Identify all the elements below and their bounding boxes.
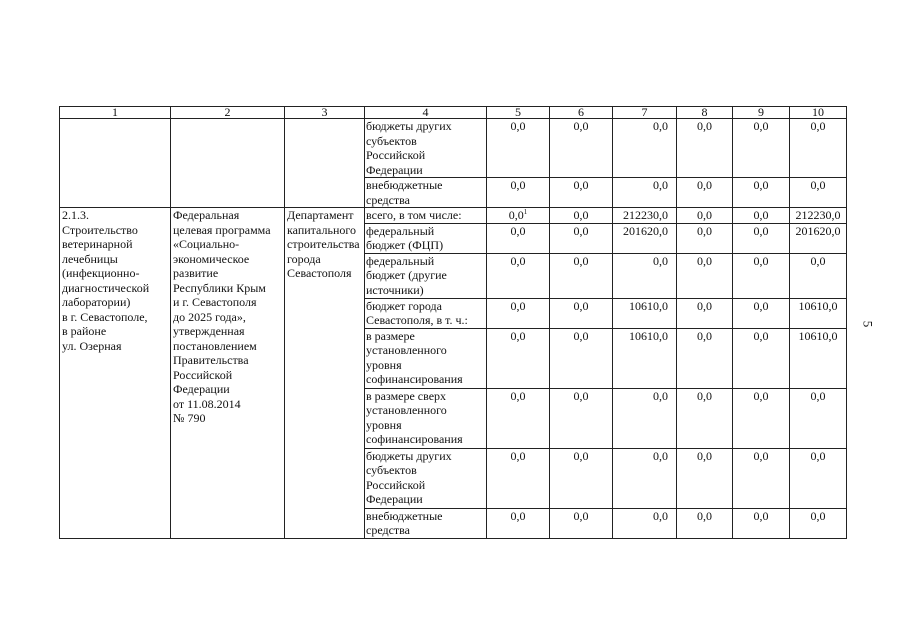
footnote-mark: 1 xyxy=(523,208,528,216)
header-cell: 4 xyxy=(365,107,487,119)
value-cell: 0,0 xyxy=(550,208,613,224)
value-cell: 212230,0 xyxy=(790,208,847,224)
value-cell: 0,0 xyxy=(677,328,733,388)
value-cell: 10610,0 xyxy=(613,298,677,328)
value-cell: 0,0 xyxy=(677,253,733,298)
empty-cell xyxy=(171,119,285,208)
value-cell: 10610,0 xyxy=(790,328,847,388)
value-cell: 0,0 xyxy=(613,388,677,448)
value-cell: 0,0 xyxy=(677,208,733,224)
value-cell: 0,0 xyxy=(613,448,677,508)
value-cell: 0,0 xyxy=(677,448,733,508)
value-cell: 0,0 xyxy=(487,178,550,208)
item-executor: Департамент капитального строительства города Севастополя xyxy=(285,208,365,539)
funding-source: бюджеты других субъектов Российской Федерации xyxy=(365,448,487,508)
value-cell: 0,0 xyxy=(550,298,613,328)
funding-source: внебюджетные средства xyxy=(365,178,487,208)
value-cell: 0,0 xyxy=(550,178,613,208)
header-cell: 6 xyxy=(550,107,613,119)
value-cell: 0,0 xyxy=(733,508,790,538)
header-cell: 7 xyxy=(613,107,677,119)
value-cell: 0,0 xyxy=(550,388,613,448)
value-cell: 201620,0 xyxy=(790,223,847,253)
value-cell: 0,0 xyxy=(487,448,550,508)
header-row xyxy=(60,107,847,119)
value-cell: 0,0 xyxy=(733,223,790,253)
header-cell: 9 xyxy=(733,107,790,119)
funding-source: бюджеты других субъектов Российской Федерации xyxy=(365,119,487,178)
value-cell: 0,0 xyxy=(733,208,790,224)
funding-source: внебюджетные средства xyxy=(365,508,487,538)
value-cell: 0,0 xyxy=(487,119,550,178)
value-cell: 0,0 xyxy=(550,119,613,178)
value-cell: 0,0 xyxy=(733,119,790,178)
header-cell: 2 xyxy=(171,107,285,119)
funding-source: всего, в том числе: xyxy=(365,208,487,224)
value-cell: 10610,0 xyxy=(613,328,677,388)
value-cell: 10610,0 xyxy=(790,298,847,328)
value-cell: 201620,0 xyxy=(613,223,677,253)
value-cell: 0,0 xyxy=(790,388,847,448)
value-cell: 0,0 xyxy=(613,253,677,298)
value-cell: 0,0 xyxy=(487,328,550,388)
header-cell: 5 xyxy=(487,107,550,119)
value-cell: 0,0 xyxy=(790,178,847,208)
value-cell: 0,0 xyxy=(613,178,677,208)
value-cell: 0,0 xyxy=(733,388,790,448)
value-cell: 0,0 xyxy=(790,253,847,298)
header-cell: 3 xyxy=(285,107,365,119)
value-text: 0,0 xyxy=(508,208,524,222)
value-cell: 0,0 xyxy=(733,178,790,208)
value-cell: 0,0 xyxy=(790,119,847,178)
value-cell: 0,0 xyxy=(677,223,733,253)
value-cell xyxy=(487,208,550,224)
value-cell: 0,0 xyxy=(790,448,847,508)
financing-table xyxy=(59,106,847,539)
value-cell: 0,0 xyxy=(790,508,847,538)
value-cell: 0,0 xyxy=(677,508,733,538)
value-cell: 0,0 xyxy=(550,448,613,508)
value-cell: 0,0 xyxy=(733,328,790,388)
funding-source: в размере установленного уровня софинансирования xyxy=(365,328,487,388)
value-cell: 0,0 xyxy=(550,508,613,538)
value-cell: 0,0 xyxy=(550,253,613,298)
table-row xyxy=(60,119,847,178)
funding-source: бюджет города Севастополя, в т. ч.: xyxy=(365,298,487,328)
value-cell: 0,0 xyxy=(487,298,550,328)
value-cell: 0,0 xyxy=(733,298,790,328)
value-cell: 0,0 xyxy=(677,119,733,178)
value-cell: 212230,0 xyxy=(613,208,677,224)
value-cell: 0,0 xyxy=(613,508,677,538)
value-cell: 0,0 xyxy=(487,388,550,448)
value-cell: 0,0 xyxy=(733,448,790,508)
empty-cell xyxy=(60,119,171,208)
funding-source: в размере сверх установленного уровня софинансирования xyxy=(365,388,487,448)
empty-cell xyxy=(285,119,365,208)
value-cell: 0,0 xyxy=(613,119,677,178)
value-cell: 0,0 xyxy=(550,223,613,253)
page-number: 5 xyxy=(860,320,876,328)
header-cell: 8 xyxy=(677,107,733,119)
value-cell: 0,0 xyxy=(733,253,790,298)
value-cell: 0,0 xyxy=(487,253,550,298)
header-cell: 10 xyxy=(790,107,847,119)
header-cell: 1 xyxy=(60,107,171,119)
value-cell: 0,0 xyxy=(550,328,613,388)
funding-source: федеральный бюджет (другие источники) xyxy=(365,253,487,298)
value-cell: 0,0 xyxy=(487,223,550,253)
value-cell: 0,0 xyxy=(677,298,733,328)
item-program: Федеральная целевая программа «Социально- экономическое развитие Республики Крым и г. Севастополя до 2025 года», утвержденная постановлением Правительства Российской Федерации от 11.08.2014 № 790 xyxy=(171,208,285,539)
value-cell: 0,0 xyxy=(487,508,550,538)
item-title: 2.1.3. Строительство ветеринарной лечебницы (инфекционно- диагностической лаборатории) в г. Севастополе, в районе ул. Озерная xyxy=(60,208,171,539)
funding-source: федеральный бюджет (ФЦП) xyxy=(365,223,487,253)
value-cell: 0,0 xyxy=(677,178,733,208)
table-row xyxy=(60,208,847,224)
value-cell: 0,0 xyxy=(677,388,733,448)
